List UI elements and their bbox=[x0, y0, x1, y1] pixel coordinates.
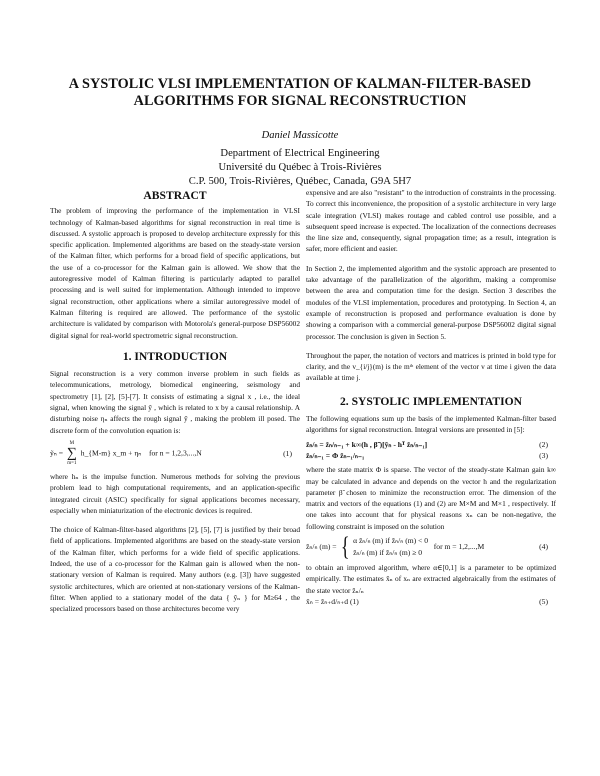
equation-number: (5) bbox=[539, 596, 548, 606]
author-name: Daniel Massicotte bbox=[261, 130, 339, 141]
eq5-body: x̂ₙ = ẑₙ₊d/ₙ₊d (1) bbox=[306, 596, 359, 606]
intro-paragraph-4: expensive and are also "resistant" to the introduction of constraints in the processing. To correct this inconvenience, the proposition of a systolic architecture in very large scale integration (VLSI) makes routage and cabled control use possible, and a subsequent speed increase is expected. The localization of the connections decreases the line size and, consequently, signal propagation time; as a result, integration is safer, more efficient and easier. bbox=[306, 188, 556, 254]
eq4-cases bbox=[353, 535, 428, 559]
equation-number: (4) bbox=[539, 542, 548, 552]
eq3-body: ẑₙ/ₙ₋₁ = Φ ẑₙ₋₁/ₙ₋₁ bbox=[306, 450, 365, 460]
intro-paragraph-3: The choice of Kalman-filter-based algorithms [2], [5], [7] is justified by their broad field of applications. Implemented algorithms are based on the steady-state version of the Kalman filter, which performs for a wide field of specific applications. Indeed, the use of a co-processor for the Kalman gain is allowed when the non-stationary version of Kalman is required. Many authors (e.g. [3]) have suggested systolic architectures, which are oriented at non-stationary versions of the Kalman-filter. When applied to a stationary model of the data { ỹₙ } for M≥64 , the specialized processors based on those architectures become very bbox=[50, 525, 300, 614]
eq2-body: ẑₙ/ₙ = ẑₙ/ₙ₋₁ + k∞(h , β̃ )[ỹₙ - hᵀ ẑₙ/ₙ₋₁] bbox=[306, 439, 428, 449]
right-column bbox=[306, 187, 556, 607]
title-line-2: ALGORITHMS FOR SIGNAL RECONSTRUCTION bbox=[133, 93, 467, 109]
equation-number: (2) bbox=[539, 439, 548, 449]
affiliation-line: C.P. 500, Trois-Rivières, Québec, Canada, G9A 5H7 bbox=[188, 176, 412, 187]
eq1-lhs: ỹₙ = bbox=[50, 448, 65, 458]
affiliation-line: Université du Québec à Trois-Rivières bbox=[218, 162, 382, 173]
equation-number: (3) bbox=[539, 450, 548, 460]
intro-paragraph-5: In Section 2, the implemented algorithm and the systolic approach are presented to take advantage of the parallelization of the algorithm, making a compromise between the area and computation time for the design. Section 3 describes the modules of the VLSI implementation, procedures and prototyping. In Section 4, an example of reconstruction is proposed and performance evaluation is done by showing a comparison with a commercial general-purpose DSP56002 digital signal processor. The conclusion is given in Section 5. bbox=[306, 263, 556, 341]
abstract-text: The problem of improving the performance of the implementation in VLSI technology of Kalman-based algorithms for signal reconstruction in real time is discussed. A systolic approach is proposed to develop architecture expressly for this specific application. Implemented algorithms are based on the steady-state version of the Kalman filter, which performs for a broad field of specific applications, but the use of a co-processor for the Kalman gain is allowed. We show that the autoregressive model of Kalman filtering is particularly adapted to parallel processing and is well suited for implementation. Although intended to improve signal reconstruction, other applications where a similar autoregressive model of Kalman filtering is required are allowed. The performance of the systolic architecture is validated by comparison with Motorola's general-purpose DSP56002 digital signal for real-world spectrometric signal reconstruction. bbox=[50, 206, 300, 340]
eq1-rhs: h_{M-m} x_m + ηₙ bbox=[78, 448, 142, 458]
systolic-paragraph-1: The following equations sum up the basis of the implemented Kalman-filter based algorithms for signal reconstruction. Integral versions are presented in [5]: bbox=[306, 414, 556, 435]
equation-2 bbox=[306, 439, 556, 450]
brace-symbol: { bbox=[340, 532, 350, 562]
equation-5 bbox=[306, 596, 556, 607]
summation-symbol: M ∑ m=1 bbox=[66, 440, 77, 466]
eq4-condition: for m = 1,2,...,M bbox=[433, 542, 485, 552]
equation-number: (1) bbox=[283, 448, 292, 458]
title-line-1: A SYSTOLIC VLSI IMPLEMENTATION OF KALMAN-FILTER-BASED bbox=[68, 76, 532, 92]
paper-title bbox=[40, 76, 560, 110]
section-2-heading: 2. SYSTOLIC IMPLEMENTATION bbox=[340, 394, 522, 408]
equation-4 bbox=[306, 532, 556, 562]
intro-paragraph-6: Throughout the paper, the notation of vectors and matrices is printed in bold type for clarity, and the v_{i/j}(m) is the mᵗʰ element of the vector v at time i given the data available at time j. bbox=[306, 350, 556, 383]
intro-paragraph-2: where hₙ is the impulse function. Numerous methods for solving the previous problem lead to high computational requirements, and an application-specific integrated circuit (ASIC) specifically for signal applications becomes necessary, especially when miniaturization of the electronic devices is required. bbox=[50, 471, 300, 515]
left-column bbox=[50, 190, 300, 615]
affiliation-line: Department of Electrical Engineering bbox=[220, 148, 380, 159]
abstract-heading: ABSTRACT bbox=[143, 189, 207, 202]
systolic-paragraph-3: to obtain an improved algorithm, where α∈[0,1] is a parameter to be optimized empirically. The estimates x̂ₙ of xₙ are extracted algebraically from the estimates of the state vector ẑₙ/ₙ bbox=[306, 563, 556, 595]
section-1-heading: 1. INTRODUCTION bbox=[122, 349, 228, 363]
eq4-case-1: α ẑₙ/ₙ (m) if ẑₙ/ₙ (m) < 0 bbox=[353, 536, 429, 546]
eq4-case-2: ẑₙ/ₙ (m) if ẑₙ/ₙ (m) ≥ 0 bbox=[353, 548, 423, 558]
equation-3 bbox=[306, 450, 556, 461]
systolic-paragraph-2: where the state matrix Φ is sparse. The vector of the steady-state Kalman gain k∞ may be calculated in advance and depends on the vector h and the regularization parameter β̃ chosen to minimize the reconstruction error. The dimension of the matrix and vectors of the equations (1) and (2) are M×M and M×1 , respectively. If one takes into account that for physical reasons xₙ can be non-negative, the following constraint is imposed on the solution bbox=[306, 465, 556, 531]
intro-paragraph-1: Signal reconstruction is a very common inverse problem in such fields as telecommunications, metrology, biomedical engineering, seismology and spectrometry [1], [2], [5]-[7]. It consists of estimating a signal x , i.e., the ideal signal, when knowing the signal ỹ , which is related to x by a causal relationship. A disturbing noise ηₙ affects the rough signal ỹ , making the problem ill posed. The discrete form of the convolution equation is: bbox=[50, 369, 300, 435]
affiliation bbox=[0, 147, 600, 189]
eq1-condition: for n = 1,2,3,...,N bbox=[148, 448, 202, 458]
equation-1 bbox=[50, 440, 300, 467]
eq4-lhs: ẑₙ/ₙ (m) = bbox=[306, 542, 337, 552]
